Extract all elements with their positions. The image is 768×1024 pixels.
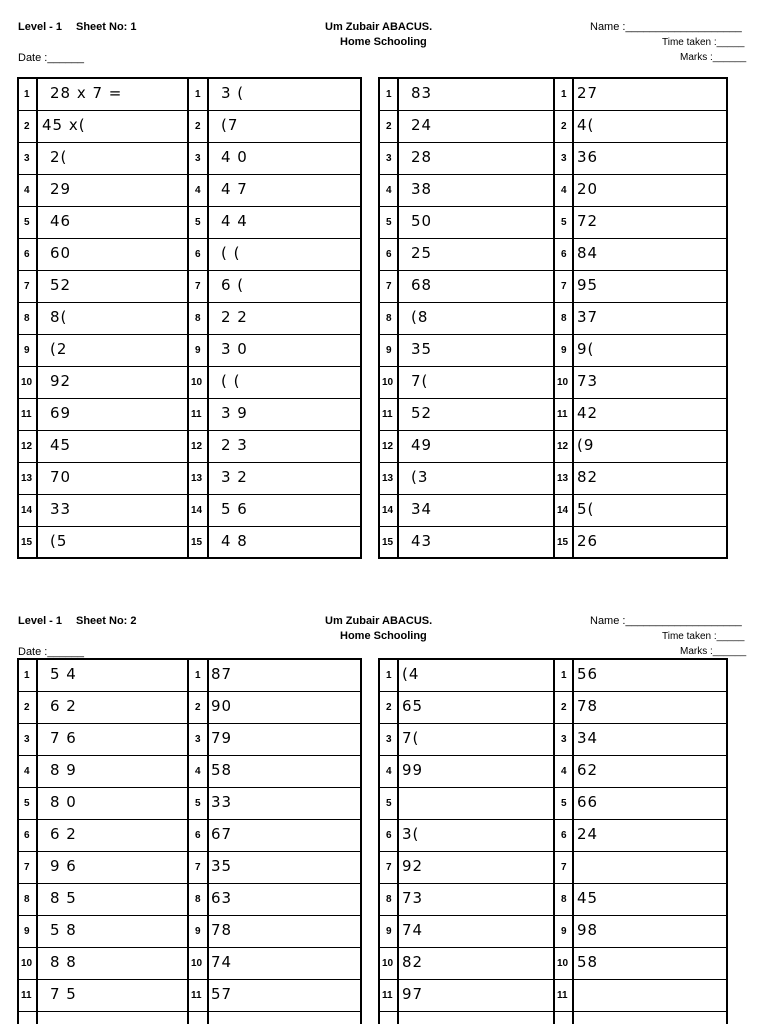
answer-cell[interactable]: (3 [411, 468, 429, 486]
answer-cell[interactable]: 34 [577, 729, 599, 747]
answer-cell[interactable]: 33 [211, 793, 233, 811]
row-divider [17, 238, 362, 239]
answer-cell[interactable]: 3( [402, 825, 420, 843]
answer-cell[interactable]: 56 [577, 665, 599, 683]
org-subtitle: Home Schooling [340, 630, 427, 642]
row-divider [17, 110, 362, 111]
answer-cell[interactable]: 29 [50, 180, 72, 198]
row-number: 5 [24, 217, 30, 228]
row-number: 6 [195, 830, 201, 841]
column-divider [187, 78, 189, 558]
answer-cell[interactable]: 7 6 [50, 729, 77, 747]
row-divider [17, 915, 362, 916]
row-number: 9 [24, 345, 30, 356]
row-number: 1 [24, 89, 30, 100]
row-number: 8 [561, 894, 567, 905]
row-divider [378, 270, 728, 271]
row-number: 9 [195, 926, 201, 937]
row-divider [17, 494, 362, 495]
answer-cell[interactable]: 38 [411, 180, 433, 198]
answer-cell[interactable]: 3 2 [221, 468, 248, 486]
answer-cell[interactable]: 24 [411, 116, 433, 134]
row-number: 5 [195, 798, 201, 809]
row-divider [17, 174, 362, 175]
date-field[interactable]: Date :______ [18, 646, 85, 658]
answer-cell[interactable]: (9 [577, 436, 595, 454]
row-number: 5 [24, 798, 30, 809]
answer-cell[interactable]: 4 4 [221, 212, 248, 230]
row-number: 12 [382, 441, 394, 452]
row-divider [17, 1011, 362, 1012]
answer-cell[interactable]: 35 [411, 340, 433, 358]
answer-cell[interactable]: (5 [50, 532, 68, 550]
org-subtitle: Home Schooling [340, 36, 427, 48]
time-taken-field[interactable]: Time taken :_____ [662, 631, 745, 642]
row-number: 4 [24, 766, 30, 777]
row-number: 5 [195, 217, 201, 228]
level-label: Level - 1 [18, 615, 63, 627]
answer-cell[interactable]: 34 [411, 500, 433, 518]
row-number: 12 [191, 441, 203, 452]
answer-cell[interactable]: 25 [411, 244, 433, 262]
row-divider [378, 238, 728, 239]
row-divider [17, 302, 362, 303]
row-number: 7 [561, 281, 567, 292]
column-divider [36, 659, 38, 1024]
row-number: 7 [386, 862, 392, 873]
answer-cell[interactable]: 8 9 [50, 761, 77, 779]
row-number: 10 [557, 377, 569, 388]
answer-cell[interactable]: 68 [411, 276, 433, 294]
answer-cell[interactable]: 2 2 [221, 308, 248, 326]
row-number: 11 [382, 990, 393, 1001]
answer-cell[interactable]: 27 [577, 84, 599, 102]
row-number: 15 [557, 537, 569, 548]
row-divider [17, 819, 362, 820]
row-number: 7 [386, 281, 392, 292]
row-number: 12 [557, 441, 569, 452]
row-number: 3 [24, 153, 30, 164]
answer-cell[interactable]: 2 3 [221, 436, 248, 454]
answer-cell[interactable]: 8( [50, 308, 68, 326]
row-number: 5 [386, 798, 392, 809]
row-divider [378, 462, 728, 463]
row-divider [378, 1011, 728, 1012]
row-number: 4 [195, 185, 201, 196]
answer-cell[interactable]: 8 8 [50, 953, 77, 971]
answer-cell[interactable]: 5( [577, 500, 595, 518]
row-number: 13 [382, 473, 394, 484]
row-divider [17, 755, 362, 756]
row-number: 3 [24, 734, 30, 745]
row-divider [17, 787, 362, 788]
answer-cell[interactable]: (2 [50, 340, 68, 358]
answer-cell[interactable]: 90 [211, 697, 233, 715]
answer-cell[interactable]: ( ( [221, 372, 241, 390]
column-divider [36, 78, 38, 558]
row-number: 12 [21, 441, 33, 452]
answer-cell[interactable]: 63 [211, 889, 233, 907]
column-divider [553, 78, 555, 558]
row-number: 9 [561, 926, 567, 937]
row-divider [378, 142, 728, 143]
answer-cell[interactable]: 24 [577, 825, 599, 843]
answer-cell[interactable]: 58 [577, 953, 599, 971]
row-number: 11 [191, 990, 202, 1001]
answer-cell[interactable]: 36 [577, 148, 599, 166]
row-number: 9 [195, 345, 201, 356]
row-number: 11 [382, 409, 393, 420]
row-divider [378, 174, 728, 175]
row-number: 14 [382, 505, 394, 516]
answer-cell[interactable]: 82 [577, 468, 599, 486]
row-number: 6 [561, 249, 567, 260]
row-number: 9 [24, 926, 30, 937]
row-number: 10 [382, 958, 394, 969]
row-number: 6 [195, 249, 201, 260]
row-number: 11 [191, 409, 202, 420]
answer-cell[interactable]: 7( [402, 729, 420, 747]
row-divider [378, 494, 728, 495]
marks-field[interactable]: Marks :______ [680, 52, 747, 63]
row-number: 3 [561, 734, 567, 745]
row-number: 2 [561, 121, 567, 132]
answer-cell[interactable]: 82 [402, 953, 424, 971]
row-number: 3 [195, 153, 201, 164]
row-divider [17, 691, 362, 692]
row-divider [378, 915, 728, 916]
answer-cell[interactable]: 83 [411, 84, 433, 102]
row-number: 4 [386, 185, 392, 196]
answer-cell[interactable]: 45 [577, 889, 599, 907]
row-divider [378, 302, 728, 303]
row-number: 8 [561, 313, 567, 324]
answer-cell[interactable]: 74 [211, 953, 233, 971]
row-number: 4 [561, 766, 567, 777]
answer-cell[interactable]: 52 [411, 404, 433, 422]
column-divider [397, 78, 399, 558]
row-number: 15 [21, 537, 33, 548]
answer-cell[interactable]: 6 ( [221, 276, 245, 294]
row-divider [378, 526, 728, 527]
answer-cell[interactable]: 65 [402, 697, 424, 715]
answer-cell[interactable]: 60 [50, 244, 72, 262]
row-divider [378, 334, 728, 335]
answer-cell[interactable]: 92 [402, 857, 424, 875]
name-field[interactable]: Name :___________________ [590, 21, 742, 33]
row-number: 9 [561, 345, 567, 356]
row-number: 4 [24, 185, 30, 196]
row-number: 2 [24, 702, 30, 713]
column-divider [572, 78, 574, 558]
answer-cell[interactable]: 72 [577, 212, 599, 230]
answer-cell[interactable]: 35 [211, 857, 233, 875]
row-number: 10 [191, 377, 203, 388]
answer-cell[interactable]: 4 0 [221, 148, 248, 166]
row-divider [17, 947, 362, 948]
row-number: 3 [386, 153, 392, 164]
answer-cell[interactable]: 58 [211, 761, 233, 779]
row-divider [17, 142, 362, 143]
row-divider [378, 979, 728, 980]
row-number: 10 [21, 377, 33, 388]
row-divider [378, 366, 728, 367]
row-number: 7 [24, 281, 30, 292]
row-number: 1 [386, 89, 392, 100]
row-number: 15 [382, 537, 394, 548]
column-divider [187, 659, 189, 1024]
column-divider [207, 659, 209, 1024]
answer-cell[interactable]: 73 [402, 889, 424, 907]
row-number: 11 [557, 990, 568, 1001]
row-divider [378, 206, 728, 207]
row-number: 3 [386, 734, 392, 745]
row-number: 6 [561, 830, 567, 841]
answer-cell[interactable]: 70 [50, 468, 72, 486]
row-number: 7 [24, 862, 30, 873]
row-number: 6 [24, 249, 30, 260]
row-number: 10 [557, 958, 569, 969]
answer-cell[interactable]: 8 5 [50, 889, 77, 907]
answer-cell[interactable]: 87 [211, 665, 233, 683]
row-divider [378, 851, 728, 852]
column-divider [207, 78, 209, 558]
row-divider [17, 430, 362, 431]
row-divider [17, 851, 362, 852]
answer-cell[interactable]: 79 [211, 729, 233, 747]
answer-cell[interactable]: 28 [411, 148, 433, 166]
answer-cell[interactable]: 52 [50, 276, 72, 294]
row-divider [378, 398, 728, 399]
answer-cell[interactable]: 57 [211, 985, 233, 1003]
row-number: 10 [21, 958, 33, 969]
answer-cell[interactable]: 84 [577, 244, 599, 262]
row-number: 15 [191, 537, 203, 548]
row-number: 2 [561, 702, 567, 713]
row-divider [378, 819, 728, 820]
answer-cell[interactable]: 46 [50, 212, 72, 230]
answer-cell[interactable]: 73 [577, 372, 599, 390]
row-number: 7 [195, 862, 201, 873]
row-number: 4 [561, 185, 567, 196]
row-number: 11 [557, 409, 568, 420]
row-divider [17, 979, 362, 980]
row-number: 1 [561, 670, 567, 681]
answer-cell[interactable]: 3 ( [221, 84, 245, 102]
row-number: 2 [386, 702, 392, 713]
row-divider [17, 462, 362, 463]
row-divider [17, 270, 362, 271]
row-number: 5 [386, 217, 392, 228]
name-field[interactable]: Name :___________________ [590, 615, 742, 627]
row-number: 14 [21, 505, 33, 516]
row-number: 1 [195, 89, 201, 100]
row-number: 2 [195, 702, 201, 713]
row-number: 8 [24, 313, 30, 324]
answer-cell[interactable]: 2( [50, 148, 68, 166]
row-divider [378, 947, 728, 948]
marks-field[interactable]: Marks :______ [680, 646, 747, 657]
row-number: 8 [386, 894, 392, 905]
sheet-number: Sheet No: 2 [76, 615, 137, 627]
row-number: 5 [561, 217, 567, 228]
row-divider [17, 206, 362, 207]
row-number: 4 [386, 766, 392, 777]
answer-cell[interactable]: 69 [50, 404, 72, 422]
time-taken-field[interactable]: Time taken :_____ [662, 37, 745, 48]
org-title: Um Zubair ABACUS. [325, 21, 433, 33]
row-divider [378, 883, 728, 884]
row-number: 2 [386, 121, 392, 132]
answer-cell[interactable]: 49 [411, 436, 433, 454]
answer-cell[interactable]: 92 [50, 372, 72, 390]
row-divider [378, 755, 728, 756]
row-number: 8 [195, 894, 201, 905]
answer-cell[interactable]: 5 4 [50, 665, 77, 683]
row-number: 9 [386, 926, 392, 937]
row-divider [17, 366, 362, 367]
answer-cell[interactable]: 26 [577, 532, 599, 550]
answer-cell[interactable]: 4( [577, 116, 595, 134]
row-number: 5 [561, 798, 567, 809]
answer-cell[interactable]: 78 [211, 921, 233, 939]
row-divider [378, 723, 728, 724]
answer-cell[interactable]: (4 [402, 665, 420, 683]
answer-cell[interactable]: 33 [50, 500, 72, 518]
row-number: 13 [557, 473, 569, 484]
row-number: 13 [191, 473, 203, 484]
answer-cell[interactable]: 20 [577, 180, 599, 198]
answer-cell[interactable]: 78 [577, 697, 599, 715]
answer-cell[interactable]: (8 [411, 308, 429, 326]
answer-cell[interactable]: 6 2 [50, 697, 77, 715]
row-number: 2 [24, 121, 30, 132]
answer-cell[interactable]: 43 [411, 532, 433, 550]
answer-cell[interactable]: 5 6 [221, 500, 248, 518]
row-divider [17, 883, 362, 884]
row-number: 7 [561, 862, 567, 873]
answer-cell[interactable]: 97 [402, 985, 424, 1003]
row-number: 14 [191, 505, 203, 516]
row-number: 1 [386, 670, 392, 681]
answer-cell[interactable]: 42 [577, 404, 599, 422]
row-number: 14 [557, 505, 569, 516]
row-divider [378, 691, 728, 692]
row-divider [17, 334, 362, 335]
answer-table-left [17, 77, 362, 559]
row-divider [17, 398, 362, 399]
answer-cell[interactable]: 74 [402, 921, 424, 939]
answer-cell[interactable]: 9 6 [50, 857, 77, 875]
answer-cell[interactable]: (7 [221, 116, 239, 134]
sheet-number: Sheet No: 1 [76, 21, 137, 33]
answer-cell[interactable]: 7 5 [50, 985, 77, 1003]
answer-cell[interactable]: 67 [211, 825, 233, 843]
row-divider [17, 723, 362, 724]
row-number: 8 [24, 894, 30, 905]
answer-cell[interactable]: 4 7 [221, 180, 248, 198]
row-number: 1 [24, 670, 30, 681]
answer-cell[interactable]: 62 [577, 761, 599, 779]
answer-cell[interactable]: 28 x 7 = [50, 84, 123, 102]
worksheet-2 [0, 594, 768, 1024]
answer-cell[interactable]: 3 9 [221, 404, 248, 422]
answer-cell[interactable]: 8 0 [50, 793, 77, 811]
answer-cell[interactable]: 45 x( [42, 116, 86, 134]
row-number: 6 [24, 830, 30, 841]
row-number: 7 [195, 281, 201, 292]
date-field[interactable]: Date :______ [18, 52, 85, 64]
row-number: 2 [195, 121, 201, 132]
row-divider [378, 110, 728, 111]
row-number: 6 [386, 830, 392, 841]
answer-cell[interactable]: 98 [577, 921, 599, 939]
answer-cell[interactable]: 95 [577, 276, 599, 294]
row-number: 11 [21, 409, 32, 420]
column-divider [572, 659, 574, 1024]
row-number: 9 [386, 345, 392, 356]
level-label: Level - 1 [18, 21, 63, 33]
row-number: 10 [382, 377, 394, 388]
row-number: 6 [386, 249, 392, 260]
answer-cell[interactable]: 7( [411, 372, 429, 390]
row-number: 3 [195, 734, 201, 745]
org-title: Um Zubair ABACUS. [325, 615, 433, 627]
row-number: 11 [21, 990, 32, 1001]
row-divider [378, 430, 728, 431]
answer-cell[interactable]: 50 [411, 212, 433, 230]
row-divider [17, 526, 362, 527]
answer-cell[interactable]: 6 2 [50, 825, 77, 843]
answer-cell[interactable]: 45 [50, 436, 72, 454]
row-number: 8 [386, 313, 392, 324]
answer-cell[interactable]: 99 [402, 761, 424, 779]
answer-cell[interactable]: 5 8 [50, 921, 77, 939]
answer-cell[interactable]: 66 [577, 793, 599, 811]
row-number: 1 [561, 89, 567, 100]
row-number: 10 [191, 958, 203, 969]
column-divider [553, 659, 555, 1024]
column-divider [397, 659, 399, 1024]
row-number: 8 [195, 313, 201, 324]
row-divider [378, 787, 728, 788]
answer-cell[interactable]: 37 [577, 308, 599, 326]
answer-cell[interactable]: 9( [577, 340, 595, 358]
row-number: 13 [21, 473, 33, 484]
row-number: 1 [195, 670, 201, 681]
answer-cell[interactable]: ( ( [221, 244, 241, 262]
answer-cell[interactable]: 3 0 [221, 340, 248, 358]
answer-cell[interactable]: 4 8 [221, 532, 248, 550]
row-number: 3 [561, 153, 567, 164]
row-number: 4 [195, 766, 201, 777]
